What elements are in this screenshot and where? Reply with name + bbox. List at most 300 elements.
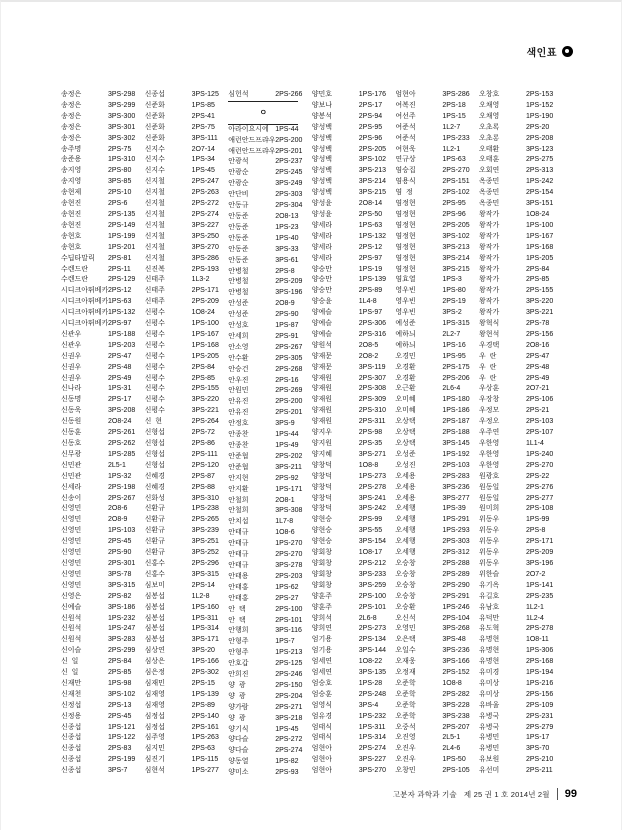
- author-name: 유남호: [478, 603, 500, 611]
- author-name: 오준학: [395, 701, 416, 709]
- presentation-code: 2PS-210: [525, 756, 554, 764]
- author-name: 신무광: [61, 450, 82, 458]
- presentation-code: 3PS-208: [108, 407, 136, 415]
- presentation-code: 1PS-152: [525, 101, 554, 109]
- author-name: 우장창: [478, 396, 500, 404]
- index-entry: [228, 267, 312, 278]
- index-entry: [145, 646, 229, 657]
- index-entry: [61, 210, 145, 221]
- author-name: 심봉섭: [144, 614, 165, 622]
- author-name: 안광순: [228, 169, 249, 177]
- author-name: 우상훈: [478, 385, 500, 393]
- author-name: 오태환: [478, 145, 500, 153]
- presentation-code: 2PS-21: [525, 407, 550, 415]
- presentation-code: 3PS-211: [275, 463, 302, 471]
- presentation-code: 3PS-315: [191, 570, 219, 578]
- presentation-code: 2PS-175: [442, 363, 470, 371]
- index-entry: [395, 417, 479, 428]
- author-name: 안수환: [228, 354, 249, 362]
- author-name: 신동명: [61, 396, 82, 404]
- presentation-code: 2PS-12: [108, 287, 132, 295]
- presentation-code: 2PS-209: [525, 549, 554, 557]
- presentation-code: 1PS-205: [191, 352, 219, 360]
- index-entry: [145, 319, 229, 330]
- index-entry: [145, 733, 229, 744]
- index-entry: [228, 157, 312, 168]
- presentation-code: 2PS-92: [275, 474, 299, 482]
- index-entry: [145, 243, 229, 254]
- index-entry: [228, 321, 312, 332]
- author-name: 안준협: [228, 463, 249, 471]
- presentation-code: 3PS-102: [358, 156, 387, 164]
- presentation-code: 2PS-296: [191, 559, 219, 567]
- author-name: 오준학: [395, 690, 416, 698]
- author-name: 오세행: [395, 505, 416, 513]
- index-entry: [61, 319, 145, 330]
- author-name: 송정은: [61, 134, 82, 142]
- presentation-code: 3PS-145: [442, 440, 470, 447]
- author-name: 유명현: [478, 647, 500, 655]
- author-name: 양민호: [311, 91, 333, 98]
- index-entry: [479, 690, 563, 701]
- index-entry: [228, 703, 312, 714]
- presentation-code: 1PS-270: [275, 540, 303, 548]
- presentation-code: 2PS-270: [275, 551, 303, 559]
- journal-title: 고분자 과학과 기술: [392, 789, 457, 799]
- index-entry: [228, 136, 312, 147]
- presentation-code: 1PS-45: [275, 725, 299, 733]
- index-entry: [479, 319, 563, 330]
- index-entry: [312, 537, 396, 548]
- author-name: 오재웅: [395, 658, 416, 666]
- author-name: 양세라: [311, 232, 333, 240]
- presentation-code: 1PS-99: [525, 516, 550, 524]
- index-entry: [312, 646, 396, 657]
- author-name: 신형섭: [144, 461, 165, 469]
- author-name: 신평수: [144, 309, 165, 317]
- index-entry: [145, 472, 229, 483]
- index-entry: [395, 504, 479, 515]
- author-name: 안종찬: [228, 442, 249, 450]
- index-entry: [395, 766, 479, 777]
- index-entry: [312, 286, 396, 297]
- presentation-code: 2PS-272: [275, 736, 303, 744]
- index-entry: [61, 188, 145, 199]
- presentation-code: 2PS-63: [191, 745, 215, 753]
- index-entry: [61, 428, 145, 439]
- index-entry: [395, 134, 479, 145]
- presentation-code: 2PS-85: [525, 276, 550, 284]
- index-entry: [395, 614, 479, 625]
- presentation-code: 1PS-80: [442, 287, 466, 295]
- author-name: 엄태식: [311, 734, 333, 742]
- author-name: 양창덕: [311, 505, 333, 513]
- index-entry: [395, 592, 479, 603]
- presentation-code: 2PS-13: [108, 701, 132, 709]
- index-entry: [61, 166, 145, 177]
- author-name: 안형주: [228, 649, 249, 657]
- author-name: 안승건: [228, 365, 249, 373]
- presentation-code: 3PS-48: [442, 636, 466, 644]
- author-name: 송현진: [61, 200, 82, 208]
- presentation-code: 2PS-135: [108, 210, 136, 218]
- index-entry: [479, 123, 563, 134]
- author-name: 오미혜: [395, 407, 416, 415]
- author-name: 신환규: [144, 516, 165, 524]
- presentation-code: 3PS-239: [191, 527, 219, 535]
- presentation-code: 2PS-278: [358, 483, 387, 491]
- author-name: 신권우: [61, 363, 82, 371]
- index-entry: [479, 417, 563, 428]
- index-entry: [312, 701, 396, 712]
- author-name: 여복진: [395, 101, 416, 109]
- author-name: 신원석: [61, 636, 82, 644]
- presentation-code: 2PS-86: [191, 440, 215, 447]
- index-entry: [479, 112, 563, 123]
- index-entry: [61, 548, 145, 559]
- presentation-code: 2PS-107: [525, 429, 554, 437]
- presentation-code: 2PS-96: [442, 210, 466, 218]
- presentation-code: 2L5-1: [108, 461, 126, 469]
- presentation-code: 2PS-96: [358, 134, 383, 142]
- index-entry: [228, 386, 312, 397]
- presentation-code: 2PS-231: [525, 712, 554, 720]
- author-name: 신평수: [144, 352, 165, 360]
- index-entry: [145, 330, 229, 341]
- author-name: 신관우: [61, 341, 82, 349]
- presentation-code: 2L4-6: [442, 745, 461, 753]
- author-name: 오성진: [395, 461, 416, 469]
- author-name: 신권우: [61, 374, 82, 382]
- index-entry: [61, 199, 145, 210]
- author-name: 오승창: [395, 570, 416, 578]
- presentation-code: 1PS-285: [108, 450, 136, 458]
- presentation-code: 2PS-84: [525, 265, 550, 273]
- index-entry: [228, 310, 312, 321]
- presentation-code: 1PS-121: [108, 723, 136, 731]
- author-name: 양창덕: [311, 483, 333, 491]
- index-entry: [395, 635, 479, 646]
- index-entry: [312, 690, 396, 701]
- index-entry: [395, 548, 479, 559]
- presentation-code: 3PS-300: [108, 112, 136, 120]
- presentation-code: 2L2-7: [442, 330, 461, 338]
- presentation-code: 2PS-95: [442, 200, 466, 208]
- index-entry: [395, 112, 479, 123]
- author-name: 염 정: [395, 189, 413, 197]
- author-name: 오진우: [395, 756, 416, 764]
- author-name: 왕작가: [478, 221, 500, 229]
- index-entry: [479, 668, 563, 679]
- author-name: 신민관: [61, 472, 82, 480]
- presentation-code: 3PS-214: [442, 254, 470, 262]
- presentation-code: 2PS-307: [358, 374, 387, 382]
- presentation-code: 1PS-50: [442, 756, 466, 764]
- presentation-code: 2PS-274: [275, 747, 303, 755]
- index-entry: [228, 594, 312, 605]
- index-entry: [145, 341, 229, 352]
- author-name: 양승만: [311, 265, 333, 273]
- index-entry: [479, 286, 563, 297]
- author-name: 왕현석: [478, 330, 500, 338]
- index-entry: [228, 430, 312, 441]
- author-name: 신환규: [144, 505, 165, 513]
- presentation-code: 2PS-273: [358, 625, 387, 633]
- issue-info: 제 25 권 1 호 2014년 2월: [463, 789, 550, 799]
- author-name: 신환규: [144, 549, 165, 557]
- presentation-code: 3PS-215: [358, 189, 387, 197]
- author-name: 양기식: [228, 725, 249, 733]
- author-name: 오상택: [395, 429, 416, 437]
- author-name: 왕작가: [478, 309, 500, 317]
- presentation-code: 1PS-63: [442, 156, 466, 164]
- author-name: 오진우: [395, 745, 416, 753]
- author-name: 유병민: [478, 734, 500, 742]
- author-name: 신지철: [144, 254, 165, 262]
- presentation-code: 2PS-120: [191, 461, 219, 469]
- presentation-code: 1PS-232: [358, 712, 387, 720]
- index-entry: [61, 123, 145, 134]
- index-entry: [145, 690, 229, 701]
- author-name: 양가람: [228, 703, 249, 711]
- author-name: 양 광: [228, 681, 246, 689]
- index-entry: [61, 395, 145, 406]
- author-name: 유명현: [478, 636, 500, 644]
- presentation-code: 3PS-2: [442, 309, 462, 317]
- index-entry: [395, 341, 479, 352]
- index-entry: [228, 90, 312, 101]
- index-entry: [395, 581, 479, 592]
- author-name: 심지민: [144, 745, 165, 753]
- index-entry: [395, 155, 479, 166]
- presentation-code: 1PS-100: [191, 320, 219, 328]
- index-entry: [479, 679, 563, 690]
- presentation-code: 1PS-188: [108, 330, 136, 338]
- index-entry: [228, 223, 312, 234]
- presentation-code: 2PS-153: [525, 91, 554, 98]
- author-name: 안동준: [228, 212, 249, 220]
- index-entry: [395, 679, 479, 690]
- author-name: 안병철: [228, 289, 249, 297]
- index-entry: [228, 354, 312, 365]
- author-name: 신지철: [144, 210, 165, 218]
- author-name: 양예슬: [311, 320, 333, 328]
- author-name: 신준화: [144, 101, 165, 109]
- index-entry: [479, 199, 563, 210]
- author-name: 위한슬: [478, 570, 500, 578]
- index-entry: [395, 526, 479, 537]
- presentation-code: 3PS-249: [275, 180, 303, 188]
- index-entry: [228, 147, 312, 158]
- index-entry: [479, 733, 563, 744]
- presentation-code: 1PS-199: [108, 232, 136, 240]
- author-name: 양성백: [311, 134, 333, 142]
- index-entry: [228, 299, 312, 310]
- index-entry: [479, 275, 563, 286]
- index-entry: [479, 766, 563, 777]
- presentation-code: 1PS-97: [358, 309, 383, 317]
- author-name: 오성준: [395, 450, 416, 458]
- index-entry: [228, 474, 312, 485]
- presentation-code: 3PS-268: [442, 625, 470, 633]
- presentation-code: 2PS-156: [525, 690, 554, 698]
- presentation-code: 1O8-17: [358, 549, 383, 557]
- presentation-code: 2PS-312: [442, 549, 470, 557]
- index-entry: [395, 221, 479, 232]
- index-entry: [145, 744, 229, 755]
- index-entry: [395, 646, 479, 657]
- index-entry: [395, 286, 479, 297]
- presentation-code: 2PS-155: [191, 385, 219, 393]
- author-name: 신원석: [61, 614, 82, 622]
- presentation-code: 3PS-238: [442, 712, 470, 720]
- page-footer: [393, 788, 577, 800]
- presentation-code: 1PS-314: [358, 734, 387, 742]
- presentation-code: 1PS-176: [358, 91, 387, 98]
- author-name: 안태홍: [228, 594, 249, 602]
- author-name: 신종섭: [144, 91, 165, 98]
- author-name: 신동훈: [61, 429, 82, 437]
- author-name: 양성윤: [311, 210, 333, 218]
- index-entry: [61, 352, 145, 363]
- author-name: 양재원: [311, 385, 333, 393]
- presentation-code: 1PS-82: [275, 758, 299, 766]
- author-name: 신준화: [144, 112, 165, 120]
- author-name: 양보나: [311, 101, 333, 109]
- author-name: 옥종민: [478, 178, 500, 186]
- author-name: 송지영: [61, 178, 82, 186]
- index-entry: [479, 624, 563, 635]
- presentation-code: 1L2-1: [525, 603, 544, 611]
- presentation-code: 2PS-246: [275, 671, 303, 679]
- author-name: 오승창: [395, 581, 416, 589]
- index-entry: [61, 243, 145, 254]
- index-entry: [395, 395, 479, 406]
- index-entry: [145, 701, 229, 712]
- index-entry: [61, 177, 145, 188]
- presentation-code: 3PS-102: [108, 690, 136, 698]
- presentation-code: 3PS-220: [191, 396, 219, 404]
- index-entry: [312, 210, 396, 221]
- index-entry: [61, 254, 145, 265]
- presentation-code: 3PS-270: [358, 767, 387, 775]
- author-name: 오일수: [395, 647, 416, 655]
- author-name: 양현승: [311, 538, 333, 546]
- index-entry: [395, 559, 479, 570]
- author-name: 염정현: [395, 254, 416, 262]
- index-entry: [228, 517, 312, 528]
- index-entry: [479, 744, 563, 755]
- presentation-code: 2PS-106: [525, 396, 554, 404]
- author-name: 안 택: [228, 616, 246, 624]
- author-name: 오승창: [395, 592, 416, 600]
- index-entry: [228, 735, 312, 746]
- index-entry: [145, 134, 229, 145]
- index-entry: [145, 286, 229, 297]
- presentation-code: 2PS-282: [442, 690, 470, 698]
- index-entry: [61, 297, 145, 308]
- index-entry: [145, 712, 229, 723]
- presentation-code: 2PS-17: [108, 396, 132, 404]
- author-name: 안태용: [228, 572, 249, 580]
- index-entry: [479, 472, 563, 483]
- presentation-code: 1PS-98: [108, 679, 132, 687]
- index-entry: [228, 648, 312, 659]
- author-name: 안병철: [228, 267, 249, 275]
- index-entry: [395, 494, 479, 505]
- presentation-code: 2PS-288: [442, 559, 470, 567]
- presentation-code: 2PS-45: [108, 712, 132, 720]
- author-name: 유병국: [478, 723, 500, 731]
- author-name: 안행희: [228, 627, 249, 635]
- author-name: 심현석: [144, 767, 165, 775]
- presentation-code: 3PS-301: [108, 123, 136, 131]
- presentation-code: 1PS-63: [108, 298, 132, 306]
- index-entry: [228, 506, 312, 517]
- author-name: 오미혜: [395, 396, 416, 404]
- index-entry: [312, 635, 396, 646]
- index-entry: [145, 515, 229, 526]
- author-name: 엄세연: [311, 658, 333, 666]
- index-entry: [395, 701, 479, 712]
- author-name: 신동호: [61, 440, 82, 447]
- index-entry: [145, 177, 229, 188]
- index-entry: [61, 701, 145, 712]
- presentation-code: 3PS-151: [525, 200, 554, 208]
- index-entry: [228, 550, 312, 561]
- index-entry: [479, 352, 563, 363]
- presentation-code: 2PS-97: [108, 320, 132, 328]
- index-entry: [145, 297, 229, 308]
- index-entry: [395, 275, 479, 286]
- presentation-code: 2PS-301: [108, 559, 136, 567]
- author-name: 왕작가: [478, 287, 500, 295]
- presentation-code: 1PS-132: [358, 232, 387, 240]
- presentation-code: 2O8-5: [358, 341, 379, 349]
- index-entry: [145, 90, 229, 101]
- index-entry: [61, 461, 145, 472]
- index-entry: [312, 439, 396, 450]
- author-name: 신평수: [144, 363, 165, 371]
- author-name: 위동우: [478, 549, 500, 557]
- index-entry: [228, 681, 312, 692]
- presentation-code: 2PS-49: [108, 374, 132, 382]
- index-entry: [145, 232, 229, 243]
- index-entry: [479, 210, 563, 221]
- presentation-code: 1PS-23: [275, 223, 299, 231]
- presentation-code: 3PS-236: [442, 647, 470, 655]
- index-entry: [312, 177, 396, 188]
- author-name: 양재원: [311, 374, 333, 382]
- presentation-code: 1PS-171: [275, 485, 303, 493]
- presentation-code: 2PS-105: [442, 767, 470, 775]
- presentation-code: 2O8-6: [108, 505, 128, 513]
- author-name: 시디크아뛰베카: [61, 298, 108, 306]
- index-entry: [479, 461, 563, 472]
- presentation-code: 1PS-263: [191, 734, 219, 742]
- index-entry: [145, 657, 229, 668]
- author-name: 신지철: [144, 232, 165, 240]
- presentation-code: 2PS-205: [358, 145, 387, 153]
- author-name: 안광석: [228, 158, 249, 166]
- presentation-code: 3PS-227: [358, 756, 387, 764]
- index-entry: [395, 723, 479, 734]
- presentation-code: 1O8-24: [191, 309, 215, 317]
- author-name: 오준학: [395, 679, 416, 687]
- presentation-code: 2PS-261: [108, 429, 136, 437]
- index-entry: [312, 363, 396, 374]
- index-entry: [395, 428, 479, 439]
